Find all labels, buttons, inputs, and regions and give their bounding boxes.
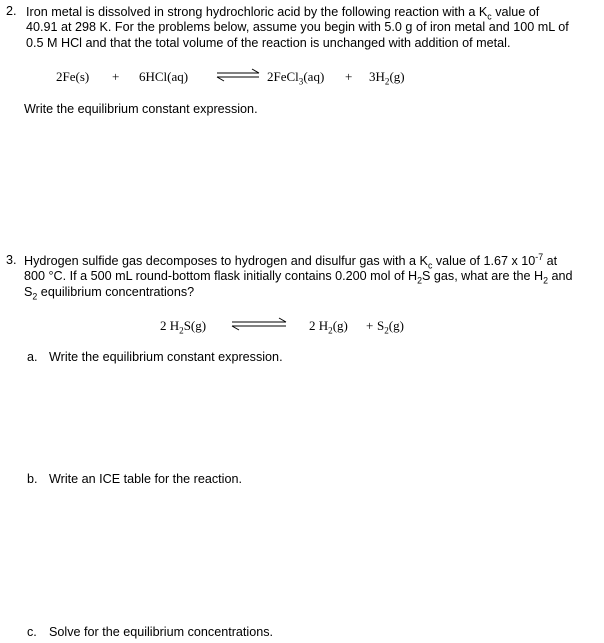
part-letter: c. [27, 625, 37, 639]
reactant-h2s: 2 $H_2S(g)$ [160, 318, 207, 336]
part-text: Write the equilibrium constant expression. [49, 350, 283, 364]
reactant-hcl: 6HCl(aq) [139, 69, 189, 84]
problem-2-prompt: Write the equilibrium constant expression. [24, 102, 258, 116]
product-h2: 2 $H_2(g)$ [309, 318, 348, 336]
product-h2: $3H_2(g)$ [369, 69, 405, 87]
problem-2-text-line-3: 0.5 M HCl and that the total volume of the reaction is unchanged with addition of metal. [26, 36, 511, 50]
equilibrium-arrow-icon [231, 317, 287, 331]
product-fecl3: 2FeCl$_3$(aq) [267, 69, 325, 87]
equilibrium-arrow-icon [216, 68, 260, 82]
part-letter: b. [27, 472, 38, 486]
problem-3-number: 3. [6, 253, 17, 267]
problem-2-number: 2. [6, 4, 17, 18]
plus-sign: + [345, 69, 353, 84]
part-letter: a. [27, 350, 38, 364]
problem-2-text-line-2: 40.91 at 298 K. For the problems below, assume you begin with 5.0 g of iron metal and 100 mL of [26, 20, 569, 34]
problem-3-text-line-3: $S_2$ equilibrium concentrations? [24, 285, 195, 302]
part-text: Write an ICE table for the reaction. [49, 472, 242, 486]
problem-3-text-line-2: 800 °C. If a 500 mL round-bottom flask initially contains 0.200 mol of $H_2S$ gas, what are the $H_2$ and [24, 269, 573, 286]
problem-3-text-line-1: Hydrogen sulfide gas decomposes to hydrogen and disulfur gas with a $K_c$ value of 1.67 x $10^{-7}$ at [24, 251, 558, 271]
plus-sign: + [112, 69, 120, 84]
problem-2-text-line-1: Iron metal is dissolved in strong hydrochloric acid by the following reaction with a $K_c$ value of [26, 5, 540, 22]
product-s2: $S_2(g)$ [377, 318, 404, 336]
plus-sign: + [366, 318, 374, 333]
reactant-fe: 2Fe(s) [56, 69, 90, 84]
part-text: Solve for the equilibrium concentrations. [49, 625, 274, 639]
